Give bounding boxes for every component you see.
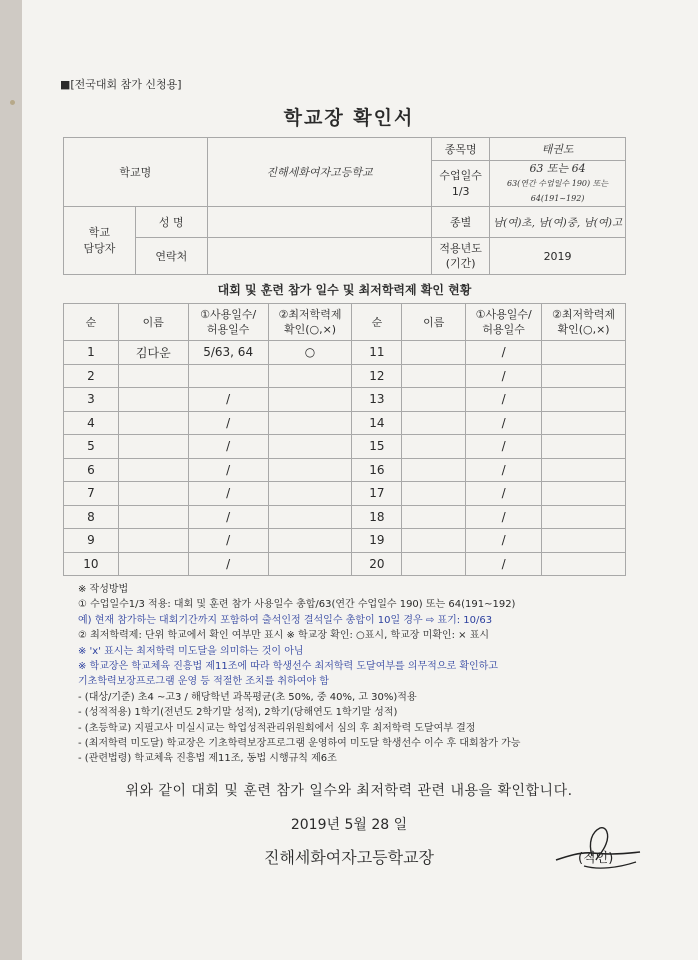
table-row bbox=[64, 341, 626, 365]
principal-signature-seal bbox=[548, 822, 648, 874]
instruction-line-9: - (초등학교) 지필고사 미실시교는 학업성적관리위원회에서 심의 후 최저학력 도달여부 결정 bbox=[78, 722, 476, 734]
student-name-cell bbox=[118, 435, 188, 459]
school-days-value: 63 또는 64 bbox=[529, 162, 586, 175]
days-used-cell: / bbox=[466, 552, 542, 576]
category-label: 종별 bbox=[432, 207, 490, 238]
row-number-cell: 17 bbox=[352, 482, 402, 506]
days-used-cell: / bbox=[466, 458, 542, 482]
table-row bbox=[64, 505, 626, 529]
min-academic-check-cell bbox=[268, 482, 352, 506]
row-number-cell: 9 bbox=[64, 529, 119, 553]
days-used-cell: / bbox=[188, 388, 268, 412]
student-name-cell bbox=[402, 529, 466, 553]
student-name-cell bbox=[402, 341, 466, 365]
row-number-cell: 20 bbox=[352, 552, 402, 576]
school-info-table bbox=[63, 137, 626, 275]
table-row bbox=[64, 552, 626, 576]
student-name-cell bbox=[118, 529, 188, 553]
student-name-cell bbox=[118, 411, 188, 435]
table-row bbox=[64, 482, 626, 506]
min-academic-check-cell bbox=[542, 529, 626, 553]
row-number-cell: 7 bbox=[64, 482, 119, 506]
row-number-cell: 5 bbox=[64, 435, 119, 459]
instruction-line-2: 예) 현재 참가하는 대회기간까지 포함하여 출석인정 결석일수 총합이 10일 경우 ⇨ 표기: 10/63 bbox=[78, 614, 493, 626]
row-number-cell: 13 bbox=[352, 388, 402, 412]
days-used-cell: / bbox=[188, 552, 268, 576]
row-number-cell: 1 bbox=[64, 341, 119, 365]
instruction-line-4: ※ 'x' 표시는 최저학력 미도달을 의미하는 것이 아님 bbox=[78, 645, 304, 657]
section-title: 대회 및 훈련 참가 일수 및 최저학력제 확인 현황 bbox=[217, 283, 472, 297]
student-name-cell bbox=[118, 458, 188, 482]
table-header-cell: 순 bbox=[352, 304, 402, 341]
days-used-cell: / bbox=[188, 482, 268, 506]
min-academic-check-cell: ○ bbox=[268, 341, 352, 365]
instruction-line-5: ※ 학교장은 학교체육 진흥법 제11조에 따라 학생선수 최저학력 도달여부를 의무적으로 확인하고 bbox=[78, 661, 498, 673]
student-name-cell bbox=[402, 435, 466, 459]
min-academic-check-cell bbox=[268, 529, 352, 553]
instruction-line-6: 기초학력보장프로그램 운영 등 적절한 조치를 취하여야 함 bbox=[78, 676, 329, 688]
row-number-cell: 2 bbox=[64, 364, 119, 388]
days-used-cell: / bbox=[466, 388, 542, 412]
school-name-value: 진해세화여자고등학교 bbox=[207, 138, 432, 207]
min-academic-check-cell bbox=[542, 482, 626, 506]
student-name-cell bbox=[402, 411, 466, 435]
year-value: 2019 bbox=[490, 238, 626, 275]
student-name-cell bbox=[402, 458, 466, 482]
staff-name-value bbox=[207, 207, 432, 238]
row-number-cell: 12 bbox=[352, 364, 402, 388]
student-name-cell: 김다운 bbox=[118, 341, 188, 365]
table-row bbox=[64, 411, 626, 435]
student-name-cell bbox=[402, 505, 466, 529]
confirmation-statement: 위와 같이 대회 및 훈련 참가 일수와 최저학력 관련 내용을 확인합니다. bbox=[125, 783, 573, 799]
student-name-cell bbox=[118, 482, 188, 506]
min-academic-check-cell bbox=[542, 341, 626, 365]
student-name-cell bbox=[402, 388, 466, 412]
days-used-cell: / bbox=[466, 435, 542, 459]
min-academic-check-cell bbox=[542, 435, 626, 459]
instruction-line-3: ② 최저학력제: 단위 학교에서 확인 여부만 표시 ※ 학교장 확인: ○표시, 학교장 미확인: × 표시 bbox=[78, 630, 490, 642]
student-name-cell bbox=[402, 364, 466, 388]
row-number-cell: 3 bbox=[64, 388, 119, 412]
staff-contact-label: 연락처 bbox=[135, 238, 207, 275]
days-used-cell: / bbox=[188, 529, 268, 553]
days-used-cell: / bbox=[466, 364, 542, 388]
school-days-cell bbox=[490, 161, 626, 207]
table-header-cell: ①사용일수/ 허용일수 bbox=[188, 304, 268, 341]
days-used-cell: / bbox=[466, 505, 542, 529]
table-row bbox=[64, 388, 626, 412]
event-value: 태권도 bbox=[490, 138, 626, 161]
staff-name-label: 성 명 bbox=[135, 207, 207, 238]
table-row bbox=[64, 529, 626, 553]
min-academic-check-cell bbox=[542, 364, 626, 388]
instruction-line-11: - (관련법령) 학교체육 진흥법 제11조, 동법 시행규칙 제6조 bbox=[78, 753, 337, 765]
instruction-line-1: ① 수업일수1/3 적용: 대회 및 훈련 참가 사용일수 총합/63(연간 수업일수 190) 또는 64(191~192) bbox=[78, 599, 516, 611]
min-academic-check-cell bbox=[268, 364, 352, 388]
row-number-cell: 19 bbox=[352, 529, 402, 553]
row-number-cell: 8 bbox=[64, 505, 119, 529]
min-academic-check-cell bbox=[268, 388, 352, 412]
document-type-tag: ■[전국대회 참가 신청용] bbox=[60, 78, 182, 91]
row-number-cell: 11 bbox=[352, 341, 402, 365]
student-name-cell bbox=[118, 505, 188, 529]
min-academic-check-cell bbox=[268, 435, 352, 459]
min-academic-check-cell bbox=[268, 505, 352, 529]
instruction-line-8: - (성적적용) 1학기(전년도 2학기말 성적), 2학기(당해연도 1학기말 성적) bbox=[78, 707, 398, 719]
year-label: 적용년도 (기간) bbox=[432, 238, 490, 275]
min-academic-check-cell bbox=[268, 552, 352, 576]
row-number-cell: 16 bbox=[352, 458, 402, 482]
school-name-label: 학교명 bbox=[64, 138, 208, 207]
table-row bbox=[64, 435, 626, 459]
table-header-cell: ②최저학력제 확인(○,×) bbox=[268, 304, 352, 341]
student-name-cell bbox=[118, 552, 188, 576]
instruction-line-7: - (대상/기준) 초4 ~고3 / 해당학년 과목평균(초 50%, 중 40%, 고 30%)적용 bbox=[78, 691, 417, 703]
seal-text: (직인) bbox=[578, 851, 614, 866]
principal-title: 진해세화여자고등학교장 bbox=[263, 848, 435, 867]
min-academic-check-cell bbox=[542, 411, 626, 435]
instruction-line-10: - (최저학력 미도달) 학교장은 기초학력보장프로그램 운영하여 미도달 학생선수 이수 후 대회참가 가능 bbox=[78, 738, 521, 750]
category-value: 남(여)초, 남(여)중, 남(여)고 bbox=[490, 207, 626, 238]
min-academic-check-cell bbox=[268, 458, 352, 482]
min-academic-check-cell bbox=[268, 411, 352, 435]
days-used-cell bbox=[188, 364, 268, 388]
days-used-cell: / bbox=[188, 411, 268, 435]
days-used-cell: / bbox=[466, 482, 542, 506]
page-title: 학교장 확인서 bbox=[283, 107, 415, 129]
student-name-cell bbox=[402, 482, 466, 506]
days-used-cell: / bbox=[466, 341, 542, 365]
instructions bbox=[78, 582, 638, 767]
row-number-cell: 6 bbox=[64, 458, 119, 482]
days-used-cell: / bbox=[466, 529, 542, 553]
table-header-row bbox=[64, 304, 626, 341]
issue-date: 2019년 5월 28 일 bbox=[290, 817, 408, 833]
table-header-cell: 순 bbox=[64, 304, 119, 341]
table-header-cell: 이름 bbox=[402, 304, 466, 341]
days-used-cell: / bbox=[188, 458, 268, 482]
participation-table bbox=[63, 303, 626, 576]
min-academic-check-cell bbox=[542, 388, 626, 412]
table-header-cell: ②최저학력제 확인(○,×) bbox=[542, 304, 626, 341]
event-label: 종목명 bbox=[432, 138, 490, 161]
staff-label: 학교 담당자 bbox=[64, 207, 136, 275]
row-number-cell: 18 bbox=[352, 505, 402, 529]
instructions-heading: ※ 작성방법 bbox=[78, 584, 129, 595]
school-days-note: 63(연간 수업일수 190) 또는 64(191~192) bbox=[506, 179, 609, 203]
row-number-cell: 15 bbox=[352, 435, 402, 459]
min-academic-check-cell bbox=[542, 505, 626, 529]
days-used-cell: / bbox=[188, 435, 268, 459]
student-name-cell bbox=[118, 364, 188, 388]
student-name-cell bbox=[118, 388, 188, 412]
min-academic-check-cell bbox=[542, 458, 626, 482]
table-header-cell: 이름 bbox=[118, 304, 188, 341]
table-header-cell: ①사용일수/ 허용일수 bbox=[466, 304, 542, 341]
student-name-cell bbox=[402, 552, 466, 576]
staff-contact-value bbox=[207, 238, 432, 275]
min-academic-check-cell bbox=[542, 552, 626, 576]
table-row bbox=[64, 458, 626, 482]
table-row bbox=[64, 364, 626, 388]
days-used-cell: / bbox=[466, 411, 542, 435]
school-days-label: 수업일수 1/3 bbox=[432, 161, 490, 207]
days-used-cell: / bbox=[188, 505, 268, 529]
days-used-cell: 5/63, 64 bbox=[188, 341, 268, 365]
row-number-cell: 14 bbox=[352, 411, 402, 435]
row-number-cell: 10 bbox=[64, 552, 119, 576]
row-number-cell: 4 bbox=[64, 411, 119, 435]
